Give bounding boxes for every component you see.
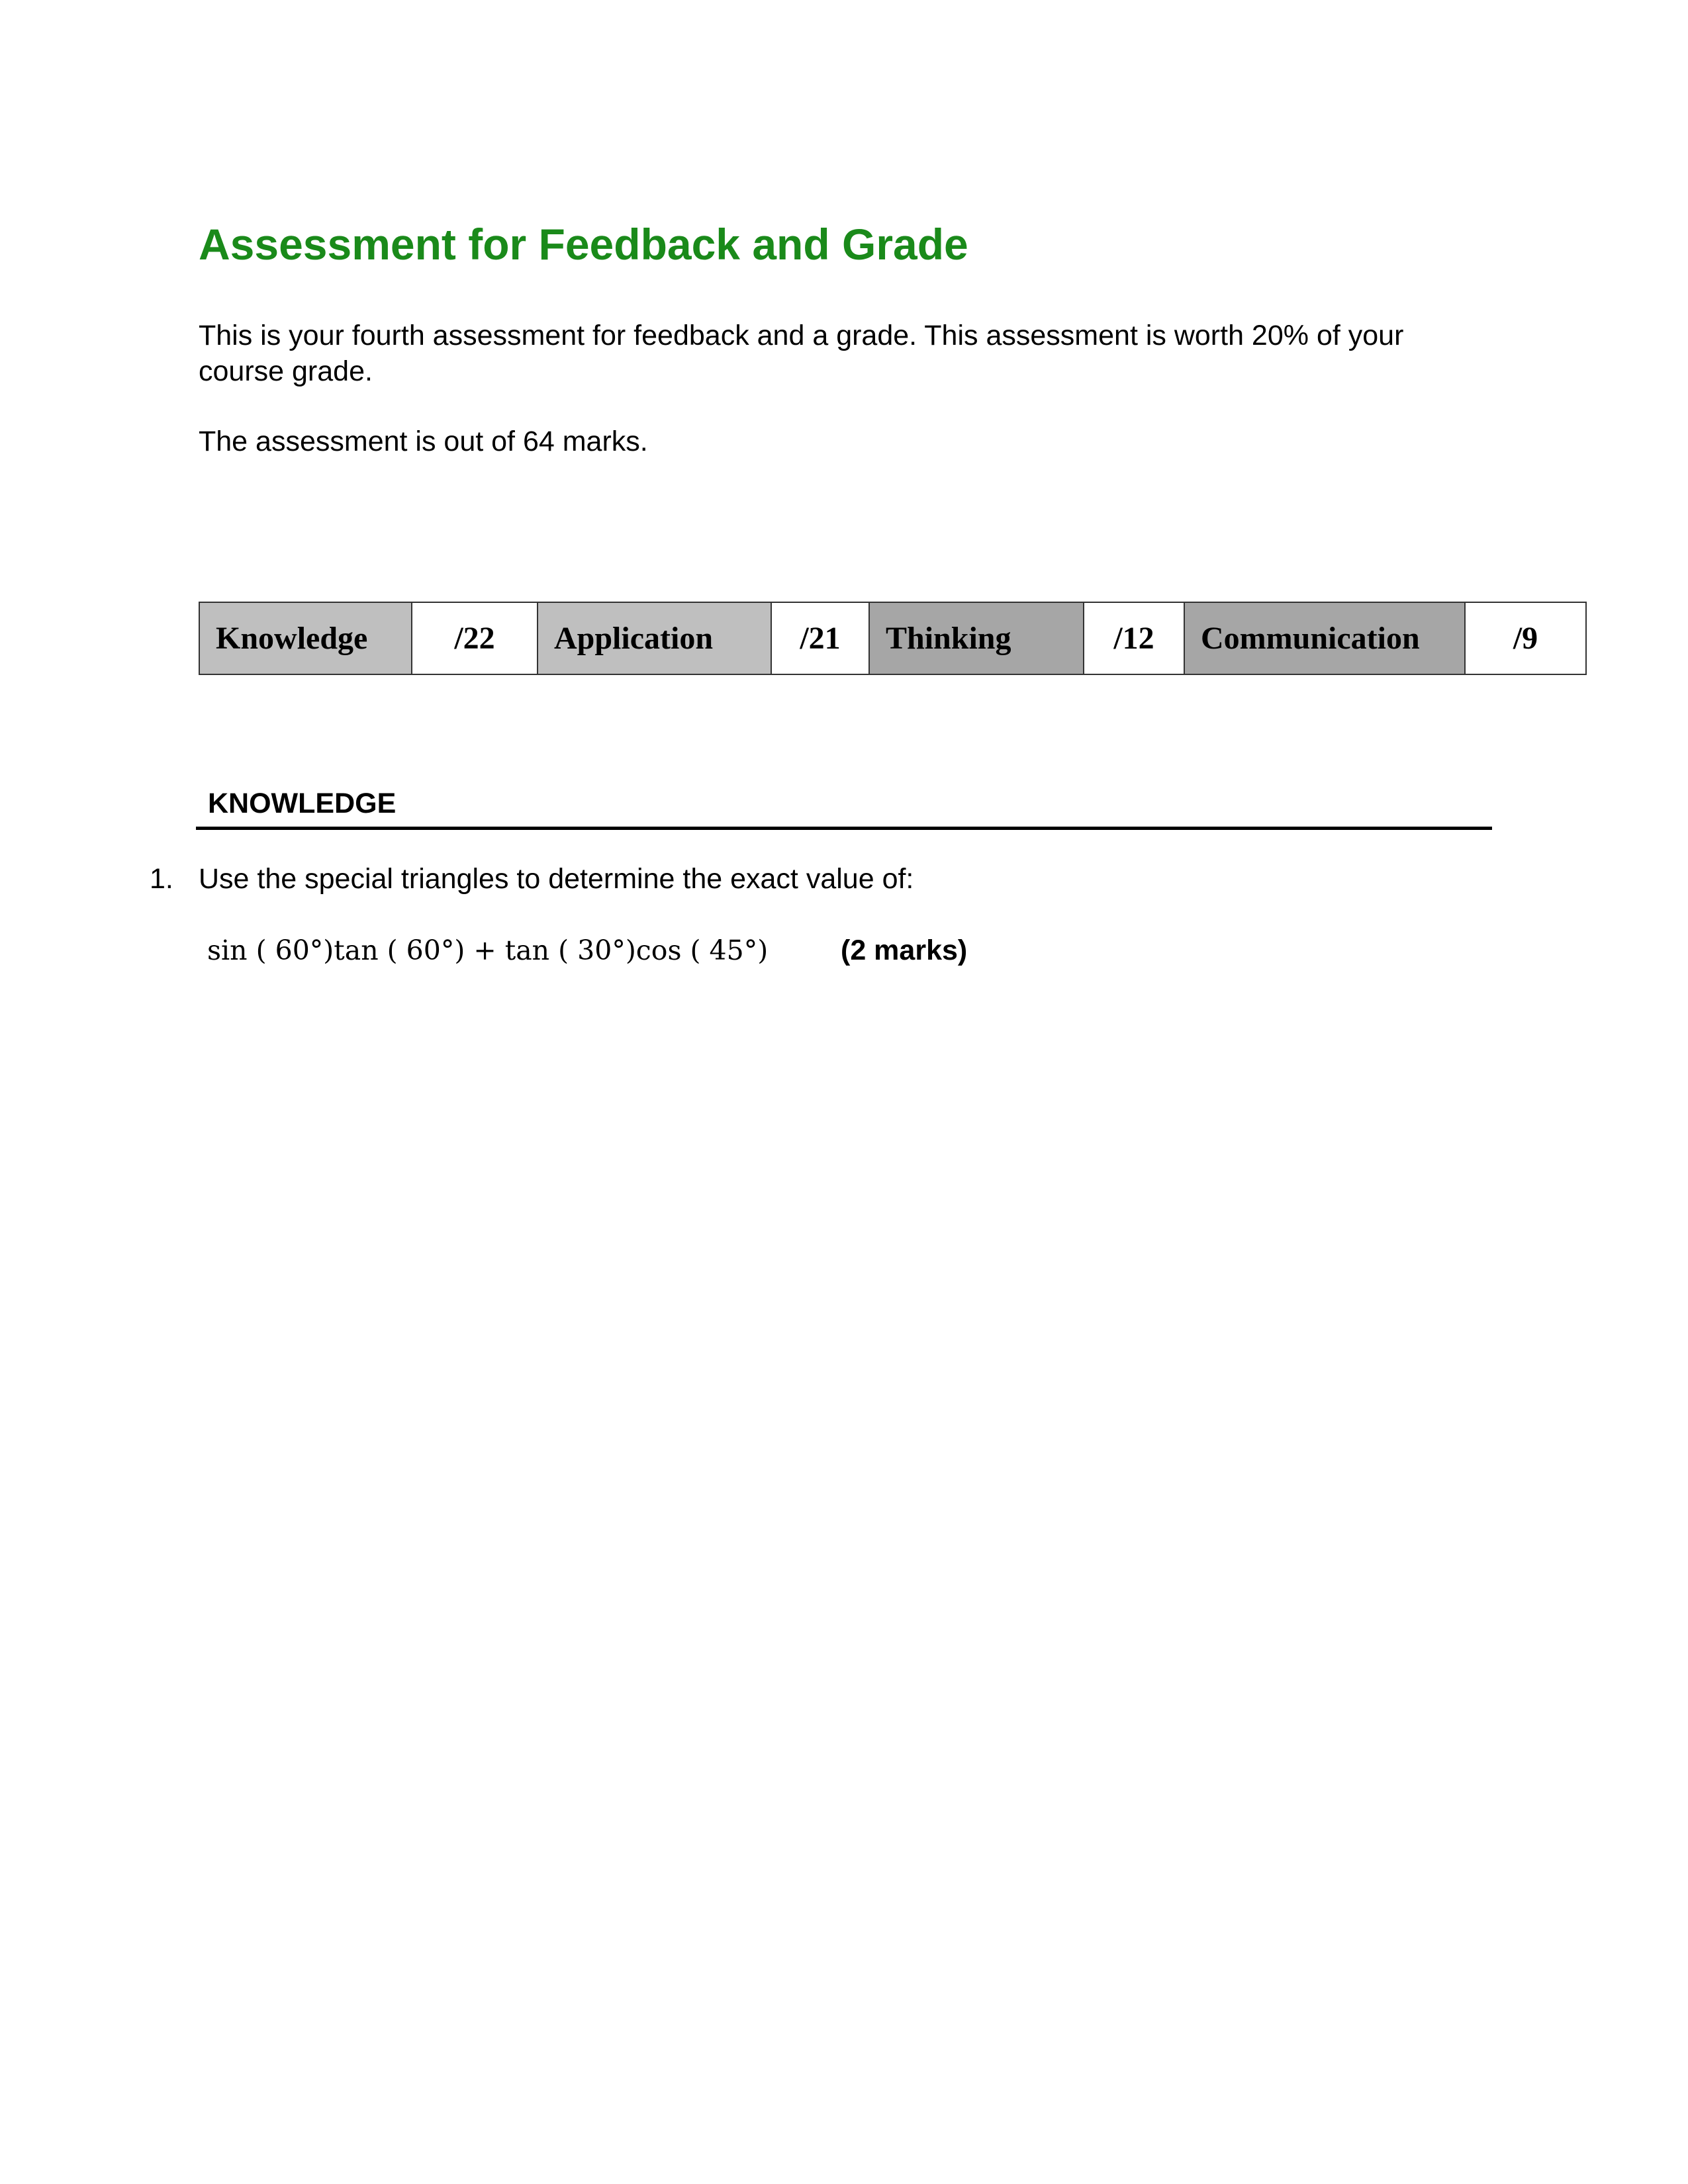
- knowledge-score-cell: /22: [412, 602, 538, 674]
- intro-paragraph: This is your fourth assessment for feedback and a grade. This assessment is worth 20% of your course grade.: [199, 320, 1404, 387]
- communication-score-cell: /9: [1465, 602, 1586, 674]
- communication-label-cell: Communication: [1184, 602, 1465, 674]
- question-prompt: Use the special triangles to determine the exact value of:: [199, 863, 914, 895]
- total-marks-text: The assessment is out of 64 marks.: [199, 426, 648, 457]
- question-marks: (2 marks): [841, 934, 968, 966]
- question-number: 1.: [150, 863, 173, 895]
- question-formula: sin ( 60°)tan ( 60°) + tan ( 30°)cos ( 45°): [207, 934, 769, 966]
- application-score-cell: /21: [771, 602, 869, 674]
- knowledge-section-heading: [196, 786, 1492, 830]
- application-label-cell: Application: [538, 602, 771, 674]
- section-heading-text: KNOWLEDGE: [208, 788, 397, 819]
- marks-row: [199, 602, 1586, 674]
- thinking-score-cell: /12: [1084, 602, 1184, 674]
- knowledge-label-cell: Knowledge: [199, 602, 412, 674]
- thinking-label-cell: Thinking: [869, 602, 1084, 674]
- page-title: Assessment for Feedback and Grade: [199, 220, 968, 269]
- marks-table: [199, 602, 1587, 675]
